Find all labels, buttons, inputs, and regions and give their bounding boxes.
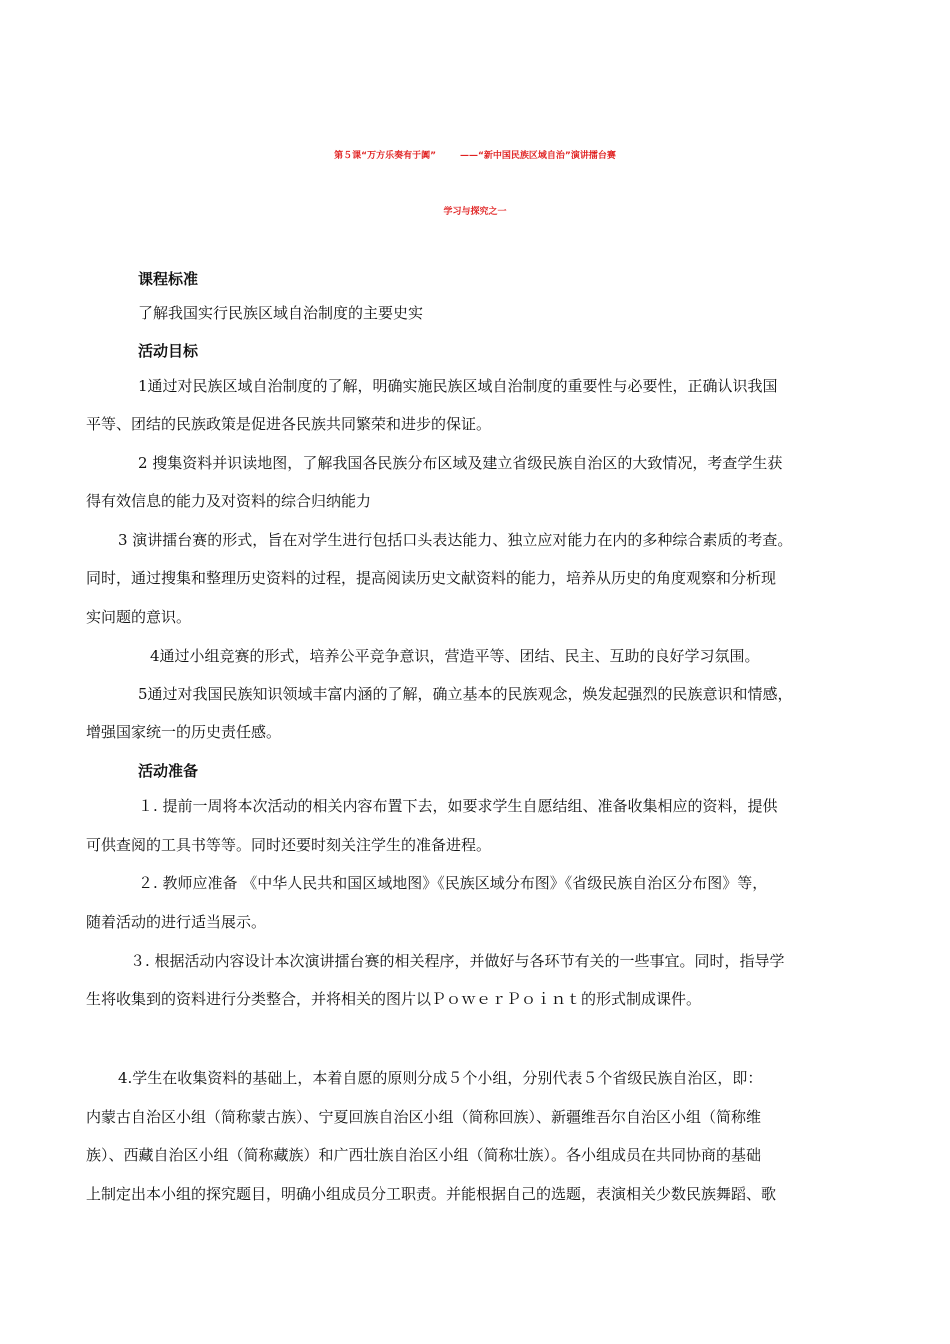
- standard-heading: 课程标准: [138, 270, 199, 288]
- lesson-title-part2: ——“新中国民族区域自治”演讲擂台赛: [460, 151, 616, 161]
- goal-2-line-2: 得有效信息的能力及对资料的综合归纳能力: [86, 492, 372, 510]
- prep-4-line-3: 族）、西藏自治区小组（简称藏族）和广西壮族自治区小组（简称壮族）。各小组成员在共同协商的基础: [86, 1146, 762, 1164]
- prep-heading: 活动准备: [138, 762, 199, 780]
- prep-4-line-2: 内蒙古自治区小组（简称蒙古族）、宁夏回族自治区小组（简称回族）、新疆维吾尔自治区小组（简称维: [86, 1108, 762, 1126]
- standard-text: 了解我国实行民族区域自治制度的主要史实: [138, 304, 424, 322]
- goal-5-line-1: 5通过对我国民族知识领域丰富内涵的了解，确立基本的民族观念，焕发起强烈的民族意识和情感，: [138, 685, 793, 703]
- goal-4-line-1: 4通过小组竞赛的形式，培养公平竞争意识，营造平等、团结、民主、互助的良好学习氛围。: [150, 647, 760, 665]
- lesson-title: [0, 148, 950, 161]
- goal-3-line-2: 同时，通过搜集和整理历史资料的过程，提高阅读历史文献资料的能力，培养从历史的角度观察和分析现: [86, 569, 777, 587]
- goals-heading: 活动目标: [138, 342, 199, 360]
- prep-1-line-1: １. 提前一周将本次活动的相关内容布置下去，如要求学生自愿结组、准备收集相应的资料，提供: [138, 797, 778, 815]
- goal-2-line-1: 2 搜集资料并识读地图，了解我国各民族分布区域及建立省级民族自治区的大致情况，考查学生获: [138, 454, 783, 472]
- prep-2-line-1: ２. 教师应准备 《中华人民共和国区域地图》《民族区域分布图》《省级民族自治区分布图》等，: [138, 874, 768, 892]
- prep-3-line-2: 生将收集到的资料进行分类整合，并将相关的图片以ＰｏｗｅｒＰｏｉｎｔ的形式制成课件。: [86, 990, 702, 1008]
- prep-1-line-2: 可供查阅的工具书等等。同时还要时刻关注学生的准备进程。: [86, 836, 492, 854]
- prep-2-line-2: 随着活动的进行适当展示。: [86, 913, 267, 931]
- lesson-title-part1: 第５课“万方乐奏有于阗”: [334, 151, 436, 161]
- goal-3-line-3: 实问题的意识。: [86, 608, 192, 626]
- goal-5-line-2: 增强国家统一的历史责任感。: [86, 723, 282, 741]
- goal-1-line-1: 1通过对民族区域自治制度的了解，明确实施民族区域自治制度的重要性与必要性，正确认识我国: [138, 377, 778, 395]
- prep-3-line-1: ３. 根据活动内容设计本次演讲擂台赛的相关程序，并做好与各环节有关的一些事宜。同时，指导学: [130, 952, 785, 970]
- prep-4-line-4: 上制定出本小组的探究题目，明确小组成员分工职责。并能根据自己的选题，表演相关少数民族舞蹈、歌: [86, 1185, 777, 1203]
- prep-4-line-1: 4.学生在收集资料的基础上，本着自愿的原则分成５个小组，分别代表５个省级民族自治区，即：: [118, 1069, 763, 1087]
- goal-1-line-2: 平等、团结的民族政策是促进各民族共同繁荣和进步的保证。: [86, 415, 492, 433]
- goal-3-line-1: 3 演讲擂台赛的形式，旨在对学生进行包括口头表达能力、独立应对能力在内的多种综合素质的考查。: [118, 531, 793, 549]
- lesson-subtitle: 学习与探究之一: [443, 207, 507, 217]
